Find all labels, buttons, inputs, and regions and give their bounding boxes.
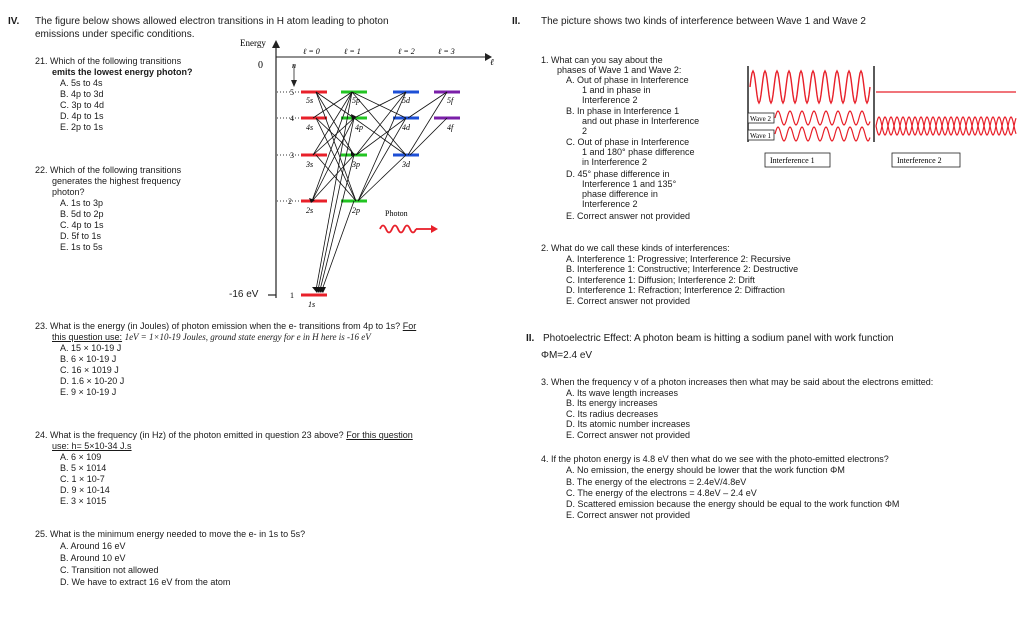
level-n4: 4 <box>290 114 294 123</box>
q24-option-e[interactable]: E. 3 × 1015 <box>60 496 107 506</box>
q21-option-b[interactable]: B. 4p to 3d <box>60 89 104 99</box>
label-5p: 5p <box>352 96 360 105</box>
q23-option-c[interactable]: C. 16 × 1019 J <box>60 365 119 375</box>
iq2-text-1: 2. What do we call these kinds of interferences: <box>541 243 730 253</box>
q22-option-c[interactable]: C. 4p to 1s <box>60 220 104 230</box>
iq1-option-c-2: 1 and 180° phase difference <box>582 147 695 157</box>
q22-option-e[interactable]: E. 1s to 5s <box>60 242 103 252</box>
wave-1-label: Wave 1 <box>750 132 772 140</box>
q21-option-e[interactable]: E. 2p to 1s <box>60 122 104 132</box>
q23-option-b[interactable]: B. 6 × 10-19 J <box>60 354 117 364</box>
iq1-option-d-3: phase difference in <box>582 189 658 199</box>
col-header-l3: ℓ = 3 <box>438 47 455 56</box>
label-2s: 2s <box>306 206 314 215</box>
section-photoelectric-intro-1: Photoelectric Effect: A photon beam is hitting a sodium panel with work function <box>543 333 894 344</box>
wave-2-label: Wave 2 <box>750 115 772 123</box>
pq3-option-b[interactable]: B. Its energy increases <box>566 398 658 408</box>
pq3-text-1: 3. When the frequency v of a photon increases then what may be said about the electrons emitted: <box>541 377 934 387</box>
interference-1-label: Interference 1 <box>770 156 815 165</box>
q21-option-c[interactable]: C. 3p to 4d <box>60 100 105 110</box>
iq1-option-d-2: Interference 1 and 135° <box>582 179 677 189</box>
iq1-text-2: phases of Wave 1 and Wave 2: <box>557 65 682 75</box>
q24-option-a[interactable]: A. 6 × 109 <box>60 452 102 462</box>
label-1s: 1s <box>308 300 316 309</box>
label-3s: 3s <box>306 160 314 169</box>
q23-option-d[interactable]: D. 1.6 × 10-20 J <box>60 376 125 386</box>
q21-text-2: emits the lowest energy photon? <box>52 67 193 77</box>
level-n3: 3 <box>290 151 294 160</box>
pq4-option-b[interactable]: B. The energy of the electrons = 2.4eV/4.8eV <box>566 477 747 487</box>
label-4p: 4p <box>355 123 363 132</box>
pq4-option-c[interactable]: C. The energy of the electrons = 4.8eV – 2.4 eV <box>566 488 757 498</box>
iq1-option-a-2: 1 and in phase in <box>582 85 651 95</box>
energy-axis-arrow <box>272 40 280 48</box>
iq2-option-d[interactable]: D. Interference 1: Refraction; Interference 2: Diffraction <box>566 285 785 295</box>
section-ii-intro: The picture shows two kinds of interference between Wave 1 and Wave 2 <box>541 16 866 27</box>
photon-label: Photon <box>385 209 408 218</box>
label-3p: 3p <box>352 160 360 169</box>
pq4-option-e[interactable]: E. Correct answer not provided <box>566 510 691 520</box>
interference-figure <box>740 62 1020 172</box>
iq2-option-c[interactable]: C. Interference 1: Diffusion; Interference 2: Drift <box>566 275 755 285</box>
pq4-option-d[interactable]: D. Scattered emission because the energy should be equal to the work function ΦM <box>566 499 900 509</box>
q24-option-c[interactable]: C. 1 × 10-7 <box>60 474 105 484</box>
n-label: n <box>292 61 296 70</box>
section-iv-intro-line1: The figure below shows allowed electron transitions in H atom leading to photon <box>35 16 389 27</box>
wave-1-left <box>775 127 870 141</box>
iq1-text-1: 1. What can you say about the <box>541 55 663 65</box>
label-5s: 5s <box>306 96 314 105</box>
q24-option-b[interactable]: B. 5 × 1014 <box>60 463 107 473</box>
section-photoelectric-intro-2: ΦM=2.4 eV <box>541 350 593 361</box>
section-iv-intro-line2: emissions under specific conditions. <box>35 29 195 40</box>
pq3-option-e[interactable]: E. Correct answer not provided <box>566 430 691 440</box>
pq4-text-1: 4. If the photon energy is 4.8 eV then what do we see with the photo-emitted electrons? <box>541 454 889 464</box>
q25-option-c[interactable]: C. Transition not allowed <box>60 565 159 575</box>
q22-text-2: generates the highest frequency <box>52 176 181 186</box>
q22-option-a[interactable]: A. 1s to 3p <box>60 198 104 208</box>
iq1-option-b-2: and out phase in Interference <box>582 116 700 126</box>
photon-wave-icon <box>380 226 416 233</box>
q23-text-2-use: this question use: <box>52 332 123 342</box>
q23-option-a[interactable]: A. 15 × 10-19 J <box>60 343 122 353</box>
q21-option-a[interactable]: A. 5s to 4s <box>60 78 103 88</box>
l-axis-label: ℓ <box>490 57 494 67</box>
wave-2-left <box>775 111 870 125</box>
ground-state-label: -16 eV <box>229 289 259 300</box>
interference-2-label: Interference 2 <box>897 156 942 165</box>
col-header-l1: ℓ = 1 <box>344 47 361 56</box>
level-n1: 1 <box>290 291 294 300</box>
q23-text-1: 23. What is the energy (in Joules) of photon emission when the e- transitions from 4p to 1s? <box>35 321 401 331</box>
pq3-option-a[interactable]: A. Its wave length increases <box>566 388 679 398</box>
iq2-option-a[interactable]: A. Interference 1: Progressive; Interference 2: Recursive <box>566 254 791 264</box>
q21-option-d[interactable]: D. 4p to 1s <box>60 111 104 121</box>
pq3-option-d[interactable]: D. Its atomic number increases <box>566 419 691 429</box>
q22-option-b[interactable]: B. 5d to 2p <box>60 209 104 219</box>
iq1-option-a-3: Interference 2 <box>582 95 638 105</box>
iq1-option-b-3: 2 <box>582 126 588 136</box>
iq2-option-b[interactable]: B. Interference 1: Constructive; Interference 2: Destructive <box>566 264 799 274</box>
pq3-option-c[interactable]: C. Its radius decreases <box>566 409 659 419</box>
energy-level-diagram <box>220 35 500 315</box>
col-header-l2: ℓ = 2 <box>398 47 415 56</box>
iq1-option-d-4: Interference 2 <box>582 199 638 209</box>
interference-1-wave <box>750 71 870 103</box>
section-ii-number: II. <box>512 16 521 27</box>
label-4d: 4d <box>402 123 410 132</box>
q25-option-a[interactable]: A. Around 16 eV <box>60 541 126 551</box>
q23-text-1-for: For <box>402 321 417 331</box>
q24-text-1: 24. What is the frequency (in Hz) of the photon emitted in question 23 above? <box>35 430 344 440</box>
pq4-option-a[interactable]: A. No emission, the energy should be lower that the work function ΦM <box>566 465 845 475</box>
q23-text-2-hint: 1eV = 1×10-19 Joules, ground state energy for e in H here is -16 eV <box>124 332 371 342</box>
iq1-option-a[interactable]: A. Out of phase in Interference <box>566 75 689 85</box>
q25-text-1: 25. What is the minimum energy needed to move the e- in 1s to 5s? <box>35 529 306 539</box>
col-header-l0: ℓ = 0 <box>303 47 320 56</box>
label-4f: 4f <box>447 123 454 132</box>
iq1-option-c-3: in Interference 2 <box>582 157 648 167</box>
transition-lines <box>312 92 447 290</box>
q23-option-e[interactable]: E. 9 × 10-19 J <box>60 387 117 397</box>
iq1-option-e[interactable]: E. Correct answer not provided <box>566 211 691 221</box>
q24-option-d[interactable]: D. 9 × 10-14 <box>60 485 110 495</box>
label-2p: 2p <box>352 206 360 215</box>
label-5f: 5f <box>447 96 454 105</box>
q25-option-b[interactable]: B. Around 10 eV <box>60 553 126 563</box>
iq2-option-e[interactable]: E. Correct answer not provided <box>566 296 691 306</box>
label-4s: 4s <box>306 123 314 132</box>
iq1-option-d[interactable]: D. 45° phase difference in <box>566 169 670 179</box>
level-n2: 2 <box>288 197 292 206</box>
q25-option-d[interactable]: D. We have to extract 16 eV from the atom <box>60 577 231 587</box>
q24-text-2: use: h= 5×10-34 J.s <box>52 441 132 451</box>
section-photoelectric-number: II. <box>526 333 535 344</box>
level-n5: 5 <box>290 88 294 97</box>
label-3d: 3d <box>402 160 410 169</box>
zero-label: 0 <box>258 60 263 71</box>
q24-text-1-for: For this question <box>346 430 413 440</box>
q22-text-3: photon? <box>52 187 85 197</box>
iq1-option-c[interactable]: C. Out of phase in Interference <box>566 137 690 147</box>
q22-option-d[interactable]: D. 5f to 1s <box>60 231 102 241</box>
q21-text-1: 21. Which of the following transitions <box>35 56 182 66</box>
iq1-option-b[interactable]: B. In phase in Interference 1 <box>566 106 680 116</box>
energy-axis-label: Energy <box>240 38 266 48</box>
section-iv-number: IV. <box>8 16 20 27</box>
label-5d: 5d <box>402 96 410 105</box>
q22-text-1: 22. Which of the following transitions <box>35 165 182 175</box>
